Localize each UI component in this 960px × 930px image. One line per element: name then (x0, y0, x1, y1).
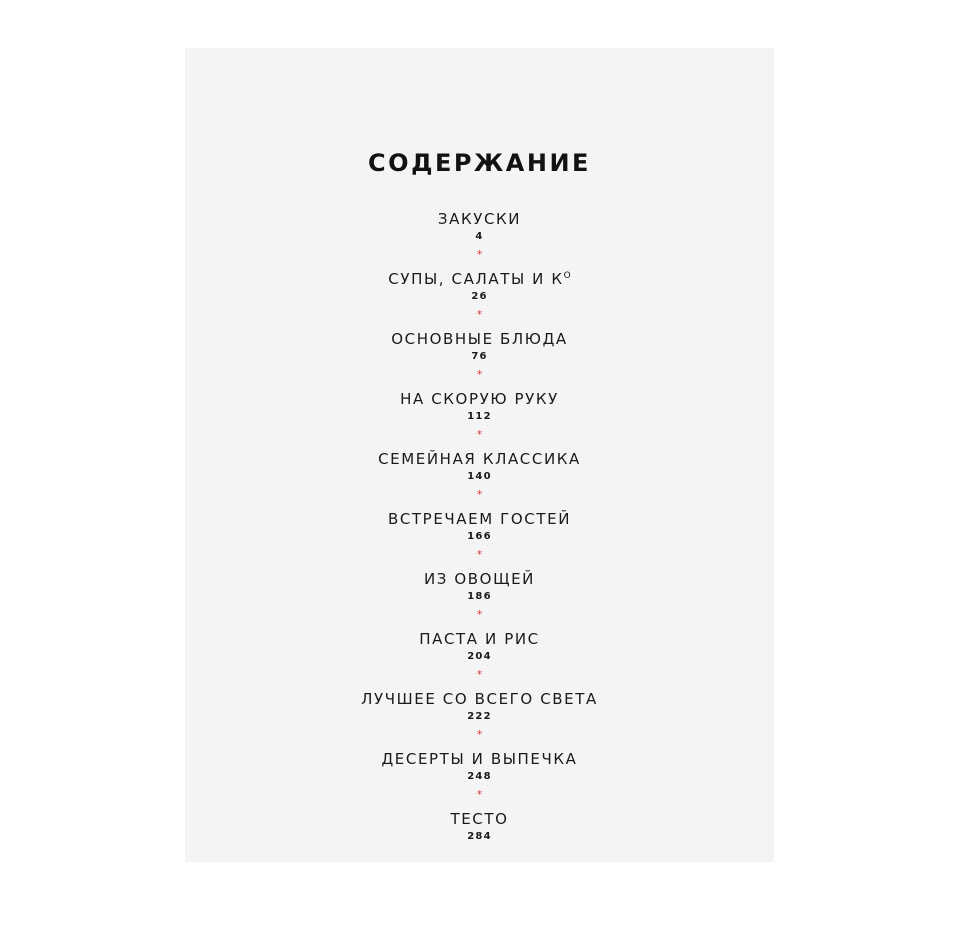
asterisk-separator-icon: * (476, 308, 483, 321)
toc-entry-title-superscript: О (563, 271, 571, 281)
toc-entry-page: 4 (475, 231, 484, 242)
toc-entry-title: ВСТРЕЧАЕМ ГОСТЕЙ (387, 510, 572, 528)
asterisk-separator-icon: * (476, 788, 483, 801)
asterisk-separator-icon: * (476, 728, 483, 741)
table-of-contents (185, 208, 774, 868)
toc-entry-title: ПАСТА И РИС (419, 630, 540, 648)
asterisk-separator-icon: * (476, 488, 483, 501)
toc-entry-page: 166 (467, 531, 492, 542)
toc-entry-page: 186 (467, 591, 492, 602)
toc-entry-title: НА СКОРУЮ РУКУ (400, 390, 559, 408)
toc-entry-page: 284 (467, 831, 492, 842)
toc-entry-title-text: СУПЫ, САЛАТЫ И К (388, 270, 564, 288)
contents-page (185, 48, 774, 862)
toc-entry (185, 568, 774, 628)
asterisk-separator-icon: * (476, 248, 483, 261)
asterisk-separator-icon: * (476, 608, 483, 621)
page-title: СОДЕРЖАНИЕ (368, 149, 591, 177)
toc-entry (185, 748, 774, 808)
toc-entry-title: ТЕСТО (450, 810, 509, 828)
toc-entry (185, 388, 774, 448)
toc-entry (185, 268, 774, 328)
toc-entry (185, 448, 774, 508)
toc-entry (185, 808, 774, 868)
toc-entry-title (185, 268, 774, 290)
toc-entry-title: ОСНОВНЫЕ БЛЮДА (391, 330, 568, 348)
toc-entry-title: ЗАКУСКИ (437, 210, 522, 228)
toc-entry-page: 204 (467, 651, 492, 662)
toc-entry-title: ДЕСЕРТЫ И ВЫПЕЧКА (381, 750, 578, 768)
toc-entry-page: 140 (467, 471, 492, 482)
toc-entry-title: ЛУЧШЕЕ СО ВСЕГО СВЕТА (361, 690, 598, 708)
asterisk-separator-icon: * (476, 428, 483, 441)
toc-entry (185, 208, 774, 268)
toc-entry-page: 248 (467, 771, 492, 782)
toc-entry-page: 112 (467, 411, 492, 422)
toc-entry (185, 508, 774, 568)
toc-entry (185, 628, 774, 688)
asterisk-separator-icon: * (476, 668, 483, 681)
toc-entry-page: 26 (471, 291, 488, 302)
toc-entry (185, 328, 774, 388)
toc-entry-title: ИЗ ОВОЩЕЙ (423, 570, 535, 588)
toc-entry-page: 76 (471, 351, 488, 362)
asterisk-separator-icon: * (476, 368, 483, 381)
toc-entry-page: 222 (467, 711, 492, 722)
toc-entry-title: СЕМЕЙНАЯ КЛАССИКА (378, 450, 581, 468)
asterisk-separator-icon: * (476, 548, 483, 561)
toc-entry (185, 688, 774, 748)
